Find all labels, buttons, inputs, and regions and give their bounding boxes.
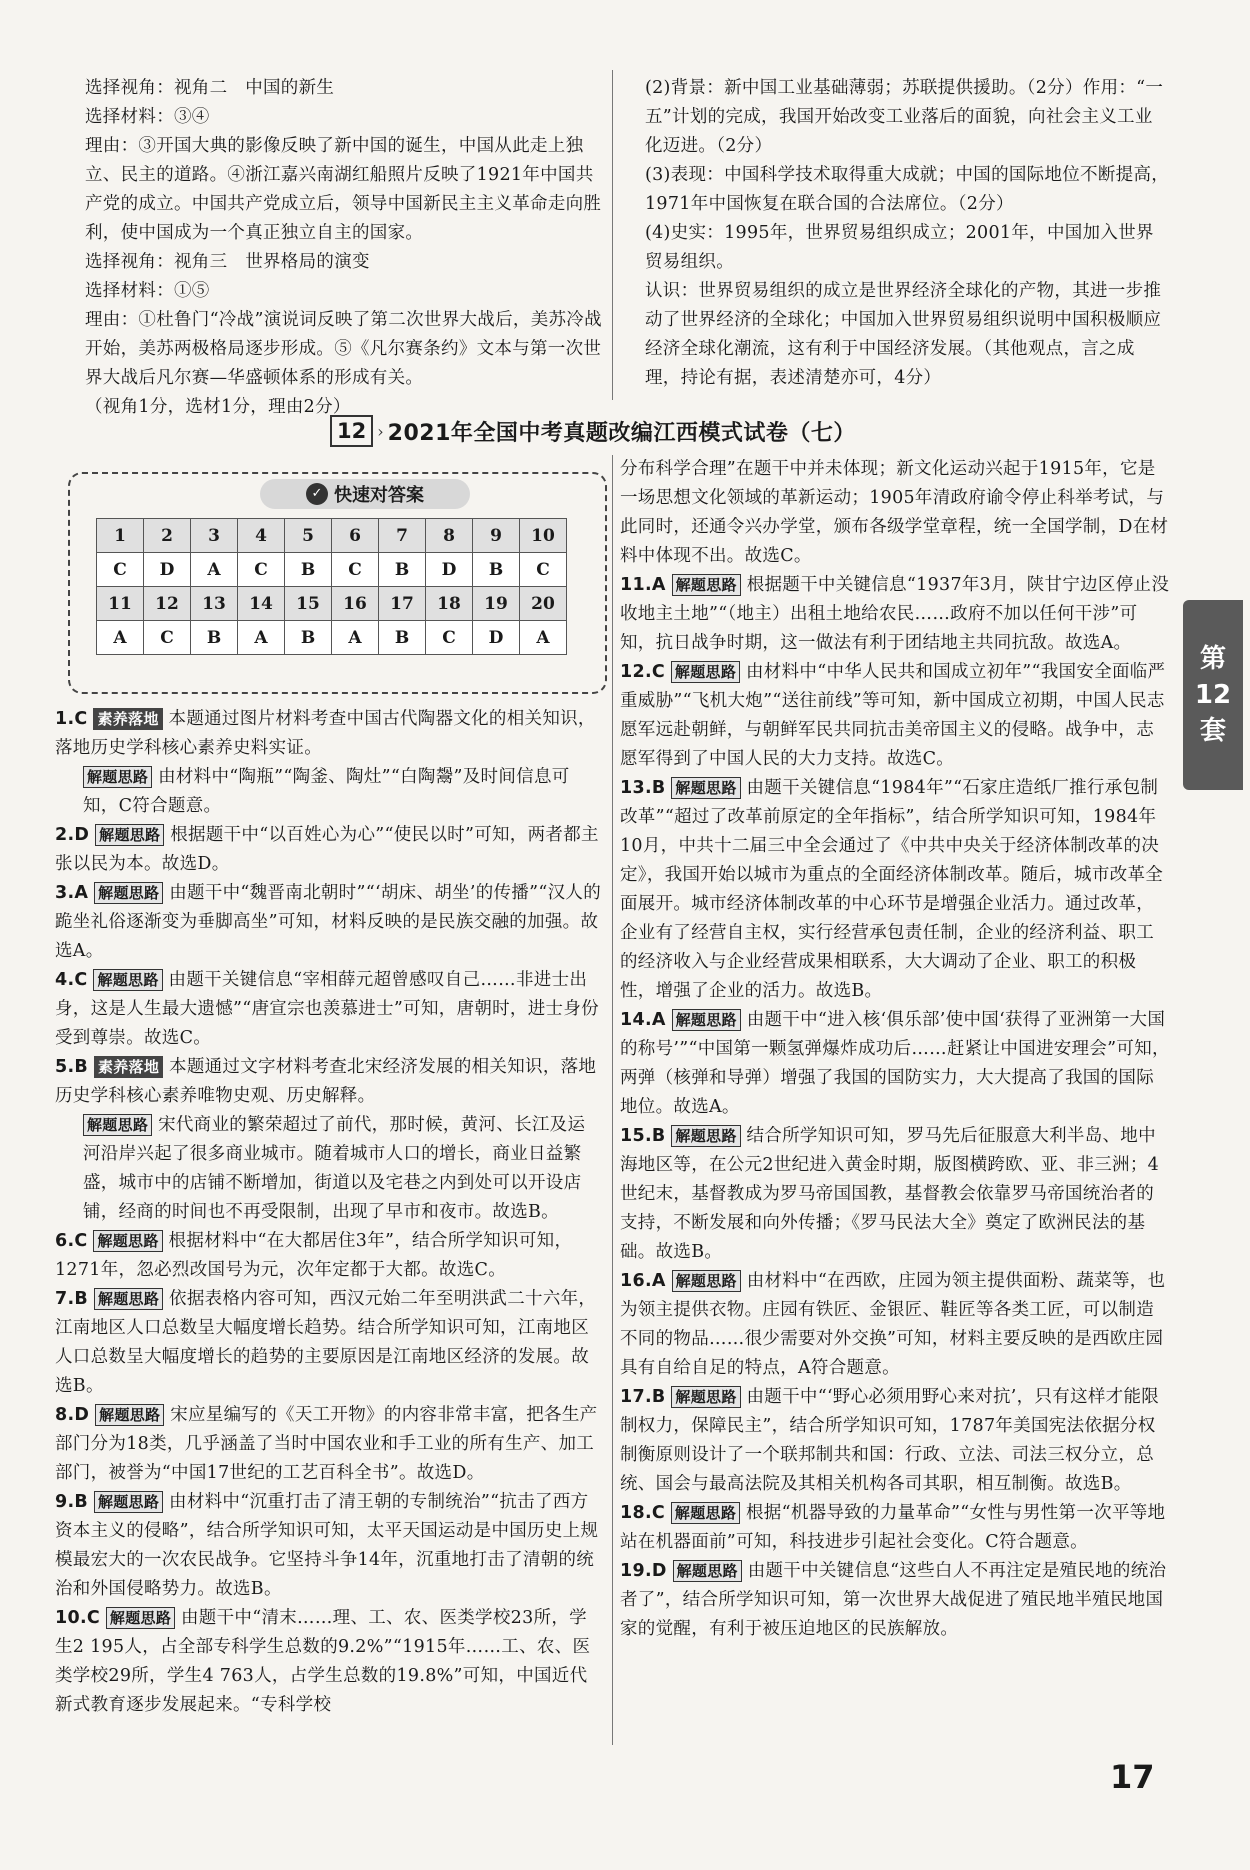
answer-key-table [96,518,567,655]
explanation-tag: 解题思路 [673,1560,742,1582]
tr-line: (3)表现：中国科学技术取得重大成就；中国的国际地位不断提高，1971年中国恢复在联合国的合法席位。（2分） [645,165,1170,214]
explanation-text: 宋代商业的繁荣超过了前代，那时候，黄河、长江及运河沿岸兴起了很多商业城市。随着城市人口的增长，商业日益繁盛，城市中的店铺不断增加，街道以及宅巷之内到处可以开设店铺，经商的时间也不再受限制，出现了早市和夜市。故选B。 [83,1115,586,1222]
explanation-text: 由材料中“在西欧，庄园为领主提供面粉、蔬菜等，也为领主提供衣物。庄园有铁匠、金银匠、鞋匠等各类工匠，可以制造不同的物品……很少需要对外交换”可知，材料主要反映的是西欧庄园具有自给自足的特点，A符合题意。 [620,1271,1166,1378]
question-number-cell: 15 [285,587,332,621]
explanation-item [55,879,603,966]
explanation-text: 由材料中“陶瓶”“陶釜、陶灶”“白陶鬶”及时间信息可知，C符合题意。 [83,767,570,816]
explanation-item [620,1499,1170,1557]
answer-cell: B [285,621,332,655]
explanation-tag: 解题思路 [671,661,740,683]
explanation-text: 由题干中“魏晋南北朝时”“‘胡床、胡坐’的传播”“汉人的跪坐礼俗逐渐变为垂脚高坐”可知，材料反映的是民族交融的加强。故选A。 [55,883,601,961]
answer-cell: C [332,553,379,587]
tl-line: 选择材料：③④ [85,107,210,127]
question-number-cell: 8 [426,519,473,553]
explanation-text: 根据材料中“在大都居住3年”，结合所学知识可知，1271年，忽必烈改国号为元，次年定都于大都。故选C。 [55,1231,573,1280]
tl-line: （视角1分，选材1分，理由2分） [85,397,351,417]
explanation-tag: 解题思路 [94,1288,163,1310]
chevron-right-icon: › [377,421,384,441]
question-number-cell: 18 [426,587,473,621]
question-number-cell: 20 [520,587,567,621]
answer-cell: C [238,553,285,587]
question-number: 19.D [620,1561,667,1581]
answer-cell: A [332,621,379,655]
answer-key-header [260,479,470,509]
question-number: 17.B [620,1387,666,1407]
answer-cell: D [473,621,520,655]
column-divider [612,455,613,1745]
question-number-cell: 10 [520,519,567,553]
explanation-text: 由题干中“‘野心必须用野心来对抗’，只有这样才能限制权力，保障民主”，结合所学知识可知，1787年美国宪法依据分权制衡原则设计了一个联邦制共和国：行政、立法、司法三权分立，总统、国会与最高法院及其相关机构各司其职，相互制衡。故选B。 [620,1387,1160,1494]
answer-cell: A [238,621,285,655]
explanation-tag: 解题思路 [672,1009,741,1031]
explanation-item [620,571,1170,658]
answer-cell: C [426,621,473,655]
question-number: 8.D [55,1405,90,1425]
question-number: 9.B [55,1492,89,1512]
answer-number-row [97,519,567,553]
explanation-item [55,1053,603,1111]
answer-cell: A [191,553,238,587]
question-number: 6.C [55,1231,88,1251]
question-number: 3.A [55,883,89,903]
explanation-text: 由材料中“中华人民共和国成立初年”“我国安全面临严重威胁”“飞机大炮”“送往前线”等可知，新中国成立初期，中国人民志愿军远赴朝鲜，与朝鲜军民共同抗击美帝国主义的侵略。战争中，志愿军得到了中国人民的大力支持。故选C。 [620,662,1166,769]
question-number-cell: 6 [332,519,379,553]
bottom-left-column [55,705,603,1720]
chapter-side-tab [1183,600,1243,790]
question-number-cell: 13 [191,587,238,621]
explanation-text: 由题干中“进入核‘俱乐部’使中国‘获得了亚洲第一大国的称号’”“中国第一颗氢弹爆炸成功后……赶紧让中国进安理会”可知，两弹（核弹和导弹）增强了我国的国防实力，大大提高了我国的国际地位。故选A。 [620,1010,1170,1117]
explanation-tag: 解题思路 [672,574,741,596]
question-number-cell: 7 [379,519,426,553]
section-header [330,414,930,448]
question-number-cell: 17 [379,587,426,621]
answer-cell: A [97,621,144,655]
side-tab-line: 第 [1199,644,1226,674]
answer-key-box [68,472,607,694]
explanation-tag: 解题思路 [83,1114,152,1136]
explanation-text: 根据“机器导致的力量革命”“女性与男性第一次平等地站在机器面前”可知，科技进步引起社会变化。C符合题意。 [620,1503,1166,1552]
explanation-tag: 解题思路 [671,1386,740,1408]
answer-cell: B [379,553,426,587]
question-number-cell: 3 [191,519,238,553]
answer-cell: B [379,621,426,655]
bottom-right-column [620,455,1170,1644]
answer-letter-row [97,553,567,587]
question-number: 1.C [55,709,88,729]
explanation-item-continued [55,1111,603,1227]
explanation-tag: 素养落地 [93,708,162,730]
answer-cell: B [473,553,520,587]
question-number: 2.D [55,825,90,845]
answer-cell: D [426,553,473,587]
explanation-item [620,658,1170,774]
explanation-item [620,1006,1170,1122]
explanation-item [620,455,1170,571]
question-number-cell: 19 [473,587,520,621]
top-right-column [645,74,1170,393]
top-left-column [85,74,605,422]
explanation-item [55,1604,603,1720]
question-number: 5.B [55,1057,89,1077]
answer-cell: B [285,553,332,587]
tl-line: 理由：③开国大典的影像反映了新中国的诞生，中国从此走上独立、民主的道路。④浙江嘉兴南湖红船照片反映了1921年中国共产党的成立。中国共产党成立后，领导中国新民主主义革命走向胜利，使中国成为一个真正独立自主的国家。 [85,136,602,243]
explanation-item [620,1122,1170,1267]
question-number: 7.B [55,1289,89,1309]
answer-cell: A [520,621,567,655]
explanation-text: 本题通过文字材料考查北宋经济发展的相关知识，落地历史学科核心素养唯物史观、历史解释。 [55,1057,597,1106]
explanation-tag: 解题思路 [106,1607,175,1629]
explanation-item [55,1227,603,1285]
explanation-text: 由题干中“清末……理、工、农、医类学校23所，学生2 195人，占全部专科学生总数的9.2%”“1915年……工、农、医类学校29所，学生4 763人，占学生总数的19.8%”可知，中国近代新式教育逐步发展起来。“专科学校 [55,1608,591,1715]
question-number-cell: 4 [238,519,285,553]
explanation-tag: 解题思路 [93,1230,162,1252]
explanation-item [620,774,1170,1006]
answer-cell: B [191,621,238,655]
question-number: 13.B [620,778,666,798]
column-divider [612,70,613,400]
explanation-item [55,1488,603,1604]
explanation-item [55,705,603,763]
tl-line: 选择材料：①⑤ [85,281,210,301]
question-number: 12.C [620,662,666,682]
question-number: 10.C [55,1608,101,1628]
tl-line: 选择视角：视角三 世界格局的演变 [85,252,370,272]
answer-letter-row [97,621,567,655]
explanation-tag: 解题思路 [671,1125,740,1147]
explanation-text: 由材料中“沉重打击了清王朝的专制统治”“抗击了西方资本主义的侵略”，结合所学知识可知，太平天国运动是中国历史上规模最宏大的一次农民战争。它坚持斗争14年，沉重地打击了清朝的统治和外国侵略势力。故选B。 [55,1492,599,1599]
answer-cell: C [97,553,144,587]
explanation-tag: 素养落地 [94,1056,163,1078]
answer-cell: C [520,553,567,587]
explanation-item [55,1285,603,1401]
explanation-tag: 解题思路 [671,1502,740,1524]
tr-line: (4)史实：1995年，世界贸易组织成立；2001年，中国加入世界贸易组织。 [645,223,1154,272]
answer-cell: C [144,621,191,655]
explanation-tag: 解题思路 [95,824,164,846]
explanation-tag: 解题思路 [94,882,163,904]
explanation-text: 依据表格内容可知，西汉元始二年至明洪武二十六年，江南地区人口总数呈大幅度增长趋势。结合所学知识可知，江南地区人口总数呈大幅度增长的趋势的主要原因是江南地区经济的发展。故选B。 [55,1289,597,1396]
explanation-tag: 解题思路 [95,1404,164,1426]
question-number-cell: 2 [144,519,191,553]
question-number: 16.A [620,1271,666,1291]
page-number: 17 [1110,1758,1155,1796]
question-number-cell: 16 [332,587,379,621]
explanation-text: 本题通过图片材料考查中国古代陶器文化的相关知识，落地历史学科核心素养史料实证。 [55,709,596,758]
section-number: 12 [330,415,373,447]
explanation-text: 结合所学知识可知，罗马先后征服意大利半岛、地中海地区等，在公元2世纪进入黄金时期，版图横跨欧、亚、非三洲；4世纪末，基督教成为罗马帝国国教，基督教会依靠罗马帝国统治者的支持，不断发展和向外传播；《罗马民法大全》奠定了欧洲民法的基础。故选B。 [620,1126,1160,1262]
explanation-tag: 解题思路 [83,766,152,788]
question-number: 18.C [620,1503,666,1523]
question-number-cell: 1 [97,519,144,553]
explanation-item [55,966,603,1053]
answer-cell: D [144,553,191,587]
tl-line: 选择视角：视角二 中国的新生 [85,78,335,98]
explanation-item [620,1383,1170,1499]
explanation-item [55,821,603,879]
explanation-text: 根据题干中“以百姓心为心”“使民以时”可知，两者都主张以民为本。故选D。 [55,825,599,874]
question-number-cell: 5 [285,519,332,553]
explanation-item-continued [55,763,603,821]
answer-number-row [97,587,567,621]
explanation-tag: 解题思路 [93,969,162,991]
question-number-cell: 14 [238,587,285,621]
question-number: 4.C [55,970,88,990]
explanation-text: 由题干关键信息“1984年”“石家庄造纸厂推行承包制改革”“超过了改革前原定的全年指标”，结合所学知识可知，1984年10月，中共十二届三中全会通过了《中共中央关于经济体制改革的决定》，我国开始以城市为重点的全面经济体制改革。随后，城市改革全面展开。城市经济体制改革的中心环节是增强企业活力。通过改革，企业有了经营自主权，实行经营承包责任制，企业的经济利益、职工的经济收入与企业经营成果相联系，大大调动了企业、职工的积极性，增强了企业的活力。故选B。 [620,778,1164,1001]
question-number-cell: 9 [473,519,520,553]
question-number: 14.A [620,1010,666,1030]
explanation-tag: 解题思路 [671,777,740,799]
explanation-text: 由题干中关键信息“这些白人不再注定是殖民地的统治者了”，结合所学知识可知，第一次世界大战促进了殖民地半殖民地国家的觉醒，有利于被压迫地区的民族解放。 [620,1561,1167,1639]
question-number: 15.B [620,1126,666,1146]
explanation-text: 根据题干中关键信息“1937年3月，陕甘宁边区停止没收地主土地”“（地主）出租土地给农民……政府不加以任何干涉”可知，抗日战争时期，这一做法有利于团结地主共同抗敌。故选A。 [620,575,1170,653]
question-number-cell: 11 [97,587,144,621]
explanation-text: 分布科学合理”在题干中并未体现；新文化运动兴起于1915年，它是一场思想文化领域的革新运动；1905年清政府谕令停止科举考试，与此同时，还通令兴办学堂，颁布各级学堂章程，统一全国学制，D在材料中体现不出。故选C。 [620,459,1169,566]
side-tab-line: 套 [1199,716,1226,746]
answer-key-title: 快速对答案 [334,485,424,506]
side-tab-line: 12 [1194,680,1232,710]
tl-line: 理由：①杜鲁门“冷战”演说词反映了第二次世界大战后，美苏冷战开始，美苏两极格局逐步形成。⑤《凡尔赛条约》文本与第一次世界大战后凡尔赛—华盛顿体系的形成有关。 [85,310,602,388]
section-title: 2021年全国中考真题改编江西模式试卷（七） [387,420,856,446]
explanation-item [620,1557,1170,1644]
explanation-item [620,1267,1170,1383]
explanation-tag: 解题思路 [672,1270,741,1292]
tr-line: 认识：世界贸易组织的成立是世界经济全球化的产物，其进一步推动了世界经济的全球化；中国加入世界贸易组织说明中国积极顺应经济全球化潮流，这有利于中国经济发展。（其他观点，言之成理，持论有据，表述清楚亦可，4分） [645,281,1162,388]
explanation-tag: 解题思路 [94,1491,163,1513]
question-number: 11.A [620,575,666,595]
question-number-cell: 12 [144,587,191,621]
explanation-text: 由题干关键信息“宰相薛元超曾感叹自己……非进士出身，这是人生最大遗憾”“唐宣宗也羡慕进士”可知，唐朝时，进士身份受到尊崇。故选C。 [55,970,599,1048]
checkmark-icon: ✓ [306,483,328,505]
explanation-item [55,1401,603,1488]
explanation-text: 宋应星编写的《天工开物》的内容非常丰富，把各生产部门分为18类，几乎涵盖了当时中国农业和手工业的所有生产、加工部门，被誉为“中国17世纪的工艺百科全书”。故选D。 [55,1405,598,1483]
tr-line: (2)背景：新中国工业基础薄弱；苏联提供援助。（2分）作用：“一五”计划的完成，我国开始改变工业落后的面貌，向社会主义工业化迈进。（2分） [645,78,1164,156]
